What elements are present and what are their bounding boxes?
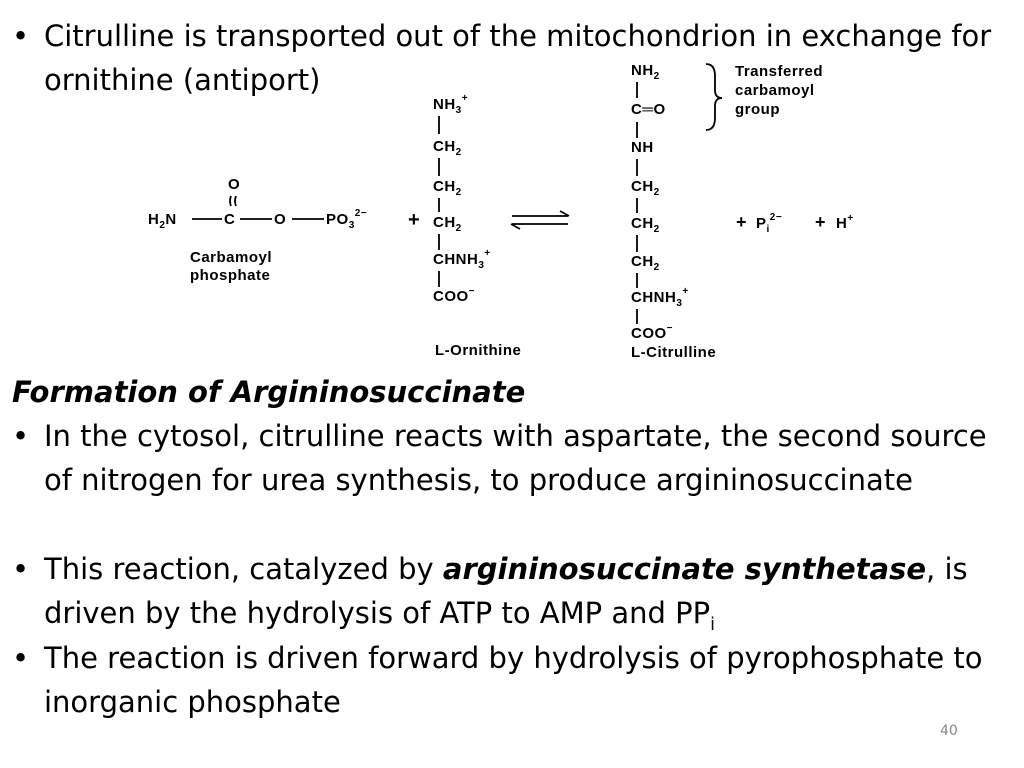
brace-label-line2: carbamoyl [735,82,815,99]
cit-ch2-3: $CH_2$ [631,253,660,273]
bullet-text: Citrulline is transported out of the mitochondrion in exchange for ornithine (antiport) [44,19,992,97]
reaction-scheme [0,0,1024,370]
pp-subscript: i [710,614,715,635]
bullet-cytosol-reaction [12,414,1002,502]
plus-sign-3: + [815,212,827,232]
cit-coo: COO− [631,323,674,342]
cit-label: L-Citrulline [631,344,717,361]
plus-sign-1: + [408,209,421,231]
section-heading: Formation of Argininosuccinate [12,375,526,409]
brace-label-line1: Transferred [735,63,824,80]
orn-label: L-Ornithine [435,342,522,359]
plus-sign-2: + [736,212,748,232]
orn-chnh3: $CHNH_3^+$ [433,248,491,271]
bullet-symbol: • [12,419,30,453]
brace-label-line3: group [735,101,780,118]
cp-double-bond [230,196,236,206]
citrulline-structure [631,62,823,361]
cit-ch2-1: $CH_2$ [631,178,660,198]
inorganic-phosphate: $P_i^{2-}$ [756,212,783,235]
bullet-text: The reaction is driven forward by hydrolysis of pyrophosphate to inorganic phosphate [44,641,983,719]
proton: H+ [836,213,854,232]
bullet-text [44,547,1002,635]
cit-ch2-2: $CH_2$ [631,215,660,235]
carbamoyl-phosphate [148,176,367,284]
bullet-text-post: , is driven by the hydrolysis of ATP to AMP and PP [44,552,968,630]
orn-coo: COO− [433,286,476,305]
orn-ch2-1: $CH_2$ [433,138,462,158]
cp-po3: $PO_3^{2-}$ [326,208,368,231]
cit-chnh3: $CHNH_3^+$ [631,286,689,309]
bullet-symbol: • [12,19,30,53]
bullet-catalysis [12,547,1002,635]
cp-o-mid: O [274,211,287,228]
enzyme-name: argininosuccinate synthetase [442,552,927,586]
equilibrium-arrows [511,211,569,229]
cp-label-line1: Carbamoyl [190,249,273,266]
ornithine-structure [433,93,521,359]
cp-o-top: O [228,176,241,193]
carbamoyl-brace [706,64,722,130]
cit-nh2: $NH_2$ [631,62,660,82]
cit-c-eq-o: C═O [631,101,666,118]
cp-label-line2: phosphate [190,267,271,284]
orn-ch2-3: $CH_2$ [433,214,462,234]
bullet-pyrophosphate [12,636,1002,724]
bullet-symbol: • [12,552,30,586]
cp-c: C [224,211,236,228]
cp-h2n: $H_2N$ [148,211,177,231]
page-number: 40 [940,723,958,739]
orn-ch2-2: $CH_2$ [433,178,462,198]
cit-nh: NH [631,139,654,156]
orn-nh3: $NH_3^+$ [433,93,469,116]
bullet-text-pre: This reaction, catalyzed by [44,552,443,586]
byproducts [736,212,854,235]
bullet-text: In the cytosol, citrulline reacts with aspartate, the second source of nitrogen for urea synthesis, to produce argininosuccinate [44,419,987,497]
bullet-symbol: • [12,641,30,675]
